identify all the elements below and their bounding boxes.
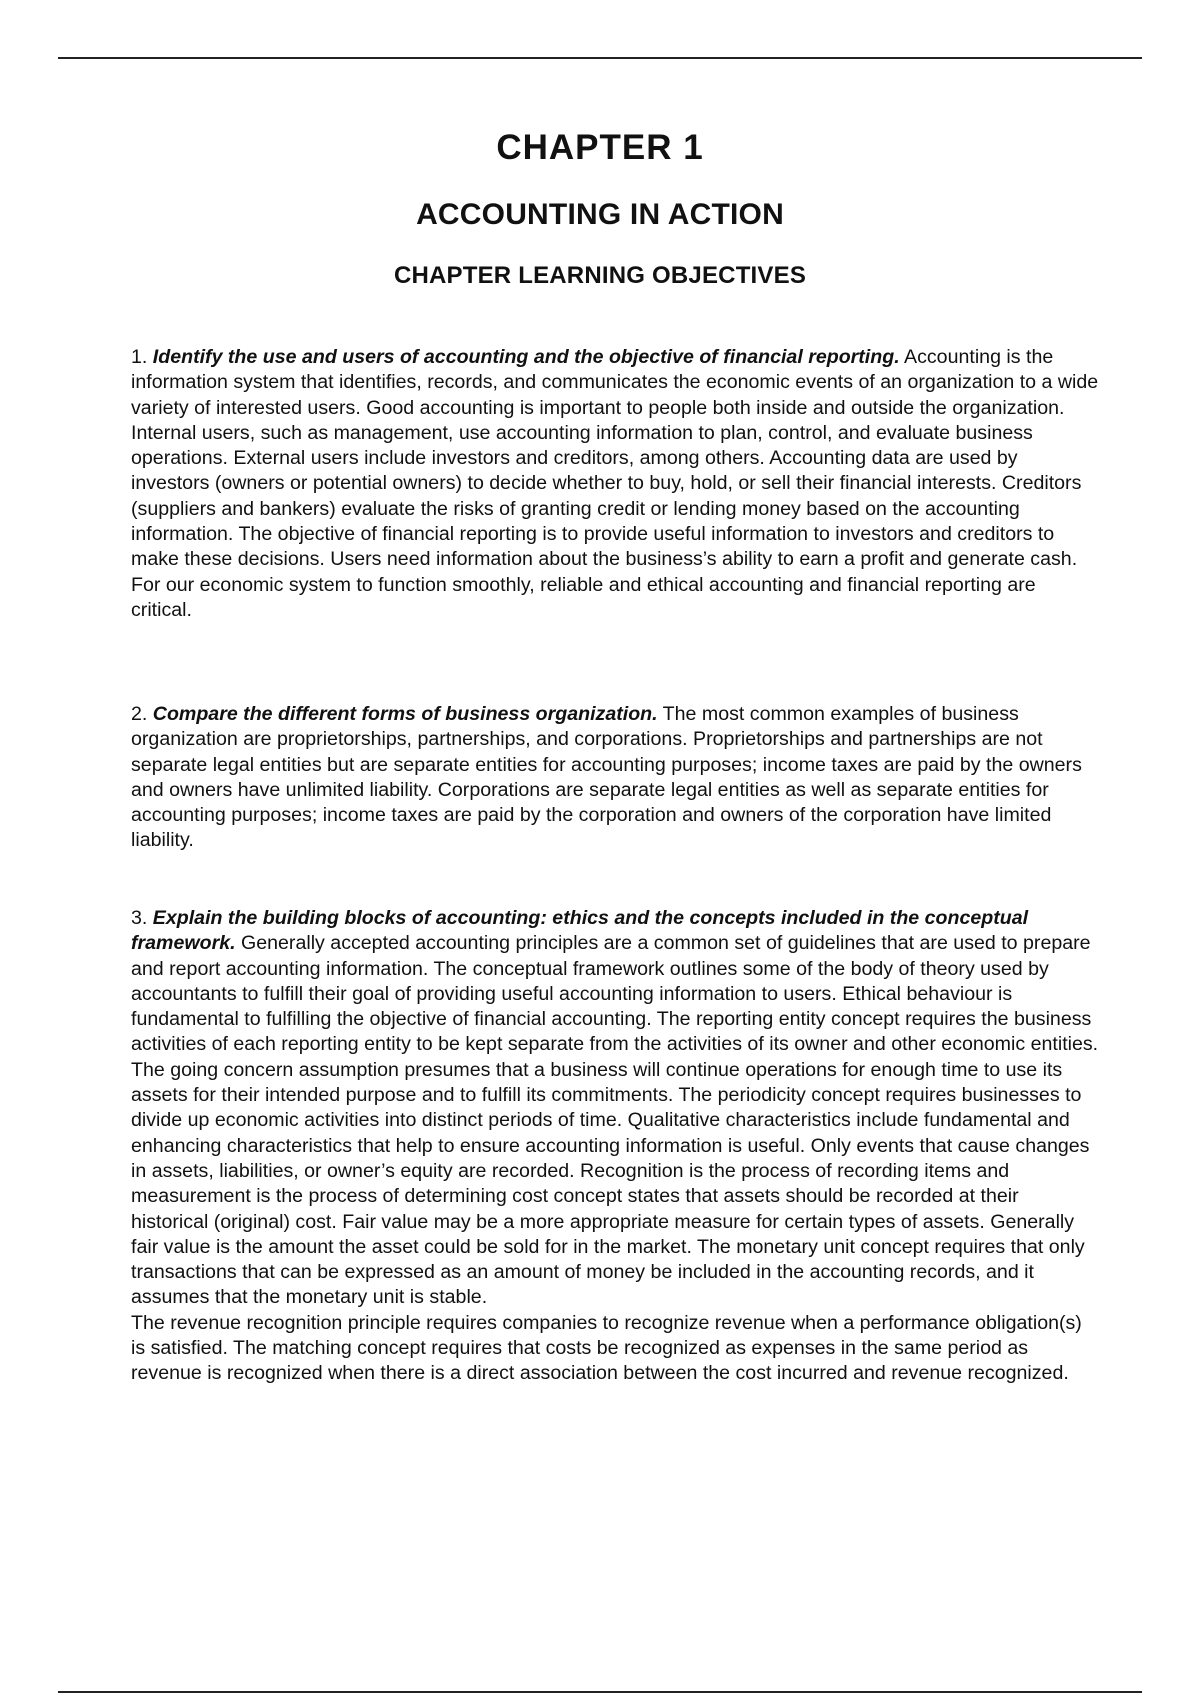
objective-1	[131, 345, 1101, 623]
objective-1-body: Accounting is the information system that identifies, records, and communicates the economic events of an organization to a wide variety of interested users. Good accounting is important to people both inside and outside the organization. Internal users, such as management, use accounting information to plan, control, and evaluate business operations. External users include investors and creditors, among others. Accounting data are used by investors (owners or potential owners) to decide whether to buy, hold, or sell their financial interests. Creditors (suppliers and bankers) evaluate the risks of granting credit or lending money based on the accounting information. The objective of financial reporting is to provide useful information to investors and creditors to make these decisions. Users need information about the business’s ability to earn a profit and generate cash. For our economic system to function smoothly, reliable and ethical accounting and financial reporting are critical.	[131, 346, 1099, 621]
top-rule	[58, 57, 1142, 59]
objective-2-heading: Compare the different forms of business organization.	[152, 703, 658, 725]
bottom-rule	[58, 1691, 1142, 1693]
chapter-number: CHAPTER 1	[496, 128, 704, 167]
objective-1-number: 1.	[131, 346, 148, 368]
objective-3-heading: Explain the building blocks of accounting: ethics and the concepts included in the conceptual framework.	[131, 907, 1029, 955]
objective-2	[131, 702, 1101, 854]
objective-1-heading: Identify the use and users of accounting and the objective of financial reporting.	[152, 346, 900, 368]
objective-2-body: The most common examples of business organization are proprietorships, partnerships, and corporations. Proprietorships and partnerships are not separate legal entities but are separate entities for accounting purposes; income taxes are paid by the owners and owners have unlimited liability. Corporations are separate legal entities as well as separate entities for accounting purposes; income taxes are paid by the corporation and owners of the corporation have limited liability.	[131, 703, 1082, 852]
section-heading: CHAPTER LEARNING OBJECTIVES	[393, 262, 807, 289]
chapter-title: ACCOUNTING IN ACTION	[416, 198, 784, 231]
objective-2-number: 2.	[131, 703, 148, 725]
objective-3-number: 3.	[131, 907, 148, 929]
objective-3-continuation: The revenue recognition principle requires companies to recognize revenue when a performance obligation(s) is satisfied. The matching concept requires that costs be recognized as expenses in the same period as revenue is recognized when there is a direct association between the cost incurred and revenue recognized.	[131, 1311, 1082, 1385]
objective-3	[131, 906, 1101, 1387]
objective-3-body: Generally accepted accounting principles are a common set of guidelines that are used to prepare and report accounting information. The conceptual framework outlines some of the body of theory used by accountants to fulfill their goal of providing useful accounting information to users. Ethical behaviour is fundamental to fulfilling the objective of financial accounting. The reporting entity concept requires the business activities of each reporting entity to be kept separate from the activities of its owner and other economic entities. The going concern assumption presumes that a business will continue operations for enough time to use its assets for their intended purpose and to fulfill its commitments. The periodicity concept requires businesses to divide up economic activities into distinct periods of time. Qualitative characteristics include fundamental and enhancing characteristics that help to ensure accounting information is useful. Only events that cause changes in assets, liabilities, or owner’s equity are recorded. Recognition is the process of recording items and measurement is the process of determining cost concept states that assets should be recorded at their historical (original) cost. Fair value may be a more appropriate measure for certain types of assets. Generally fair value is the amount the asset could be sold for in the market. The monetary unit concept requires that only transactions that can be expressed as an amount of money be included in the accounting records, and it assumes that the monetary unit is stable.	[131, 932, 1099, 1309]
